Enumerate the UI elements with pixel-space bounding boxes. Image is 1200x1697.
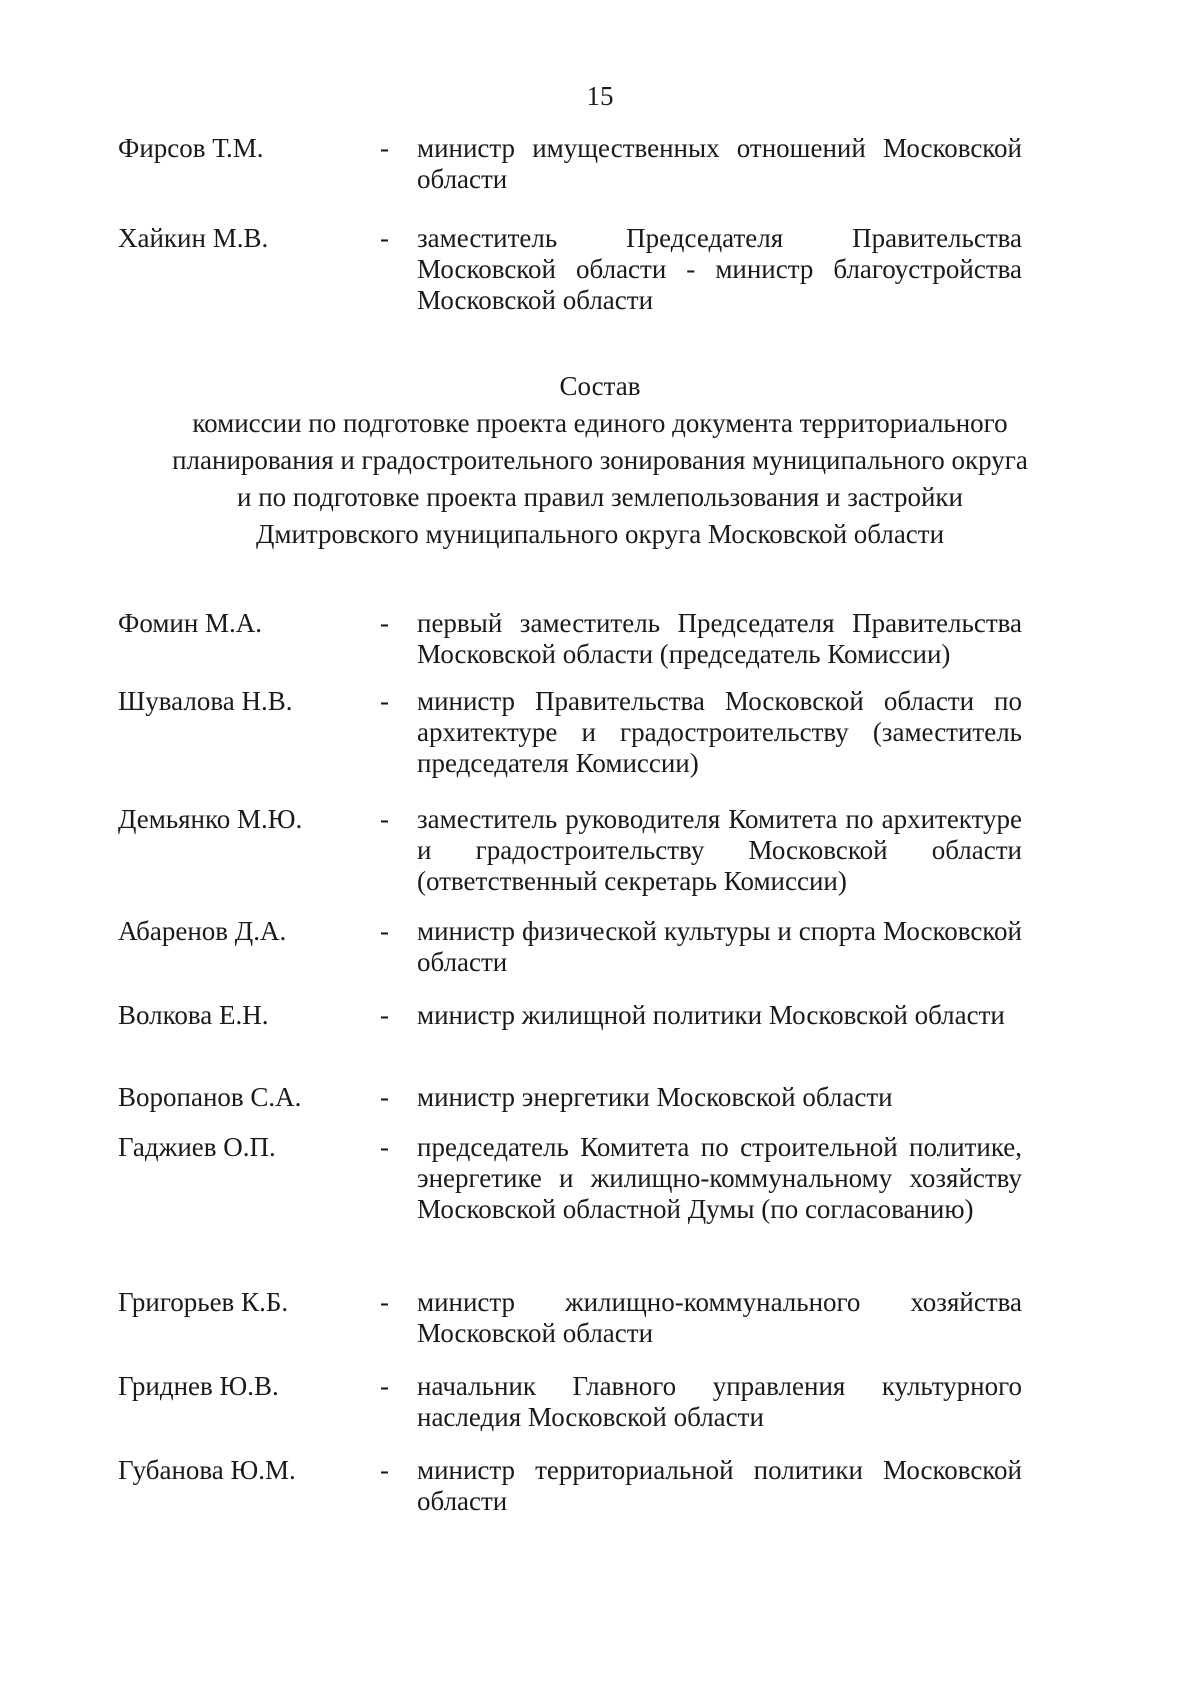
member-dash: - (380, 1287, 389, 1317)
member-entry (0, 1287, 1200, 1371)
member-dash: - (380, 133, 389, 163)
member-position: министр территориальной политики Московской области (417, 1455, 1022, 1516)
member-dash: - (380, 804, 389, 834)
member-position: министр энергетики Московской области (417, 1082, 893, 1112)
heading-line: планирования и градостроительного зонирования муниципального округа (172, 445, 1028, 475)
member-dash: - (380, 1082, 389, 1112)
heading-line: комиссии по подготовке проекта единого документа территориального (192, 408, 1008, 438)
member-position: заместитель Председателя Правительства Московской области - министр благоустройства Московской области (417, 223, 1022, 315)
member-name: Волкова Е.Н. (118, 1000, 269, 1030)
member-entry (0, 1132, 1200, 1287)
member-name: Губанова Ю.М. (118, 1455, 296, 1485)
member-entry (0, 223, 1200, 316)
member-entry (0, 686, 1200, 804)
member-entry (0, 804, 1200, 916)
member-dash: - (380, 1371, 389, 1401)
member-entry (0, 916, 1200, 1000)
member-name: Гаджиев О.П. (118, 1132, 276, 1162)
member-position: министр имущественных отношений Московской области (417, 133, 1022, 194)
member-entry (0, 1455, 1200, 1535)
member-position: министр жилищно-коммунального хозяйства Московской области (417, 1287, 1022, 1348)
member-entry (0, 1000, 1200, 1082)
page-number: 15 (586, 81, 614, 111)
commission-heading (0, 368, 1200, 553)
commission-member-list (0, 608, 1200, 1535)
member-dash: - (380, 916, 389, 946)
member-name: Фомин М.А. (118, 608, 263, 638)
member-dash: - (380, 1455, 389, 1485)
member-dash: - (380, 223, 389, 253)
member-position: первый заместитель Председателя Правительства Московской области (председатель Комиссии) (417, 608, 1022, 669)
member-name: Демьянко М.Ю. (118, 804, 303, 834)
member-name: Воропанов С.А. (118, 1082, 302, 1112)
member-entry (0, 608, 1200, 686)
member-position: министр Правительства Московской области по архитектуре и градостроительству (заместитель председателя Комиссии) (417, 686, 1022, 778)
member-name: Григорьев К.Б. (118, 1287, 289, 1317)
member-name: Абаренов Д.А. (118, 916, 287, 946)
member-position: министр физической культуры и спорта Московской области (417, 916, 1022, 977)
member-entry (0, 1371, 1200, 1455)
member-name: Гриднев Ю.В. (118, 1371, 279, 1401)
member-name: Шувалова Н.В. (118, 686, 293, 716)
member-position: заместитель руководителя Комитета по архитектуре и градостроительству Московской области (ответственный секретарь Комиссии) (417, 804, 1022, 896)
member-position: председатель Комитета по строительной политике, энергетике и жилищно-коммунальному хозяйству Московской областной Думы (по согласованию) (417, 1132, 1022, 1224)
member-dash: - (380, 686, 389, 716)
member-position: министр жилищной политики Московской области (417, 1000, 1005, 1030)
member-position: начальник Главного управления культурного наследия Московской области (417, 1371, 1022, 1432)
top-member-list (0, 133, 1200, 316)
heading-line: Дмитровского муниципального округа Московской области (255, 519, 945, 549)
member-dash: - (380, 1132, 389, 1162)
member-entry (0, 133, 1200, 223)
member-name: Фирсов Т.М. (118, 133, 264, 163)
member-dash: - (380, 1000, 389, 1030)
heading-title: Состав (559, 371, 641, 401)
member-name: Хайкин М.В. (118, 223, 269, 253)
heading-line: и по подготовке проекта правил землепользования и застройки (237, 482, 963, 512)
member-entry (0, 1082, 1200, 1132)
member-dash: - (380, 608, 389, 638)
